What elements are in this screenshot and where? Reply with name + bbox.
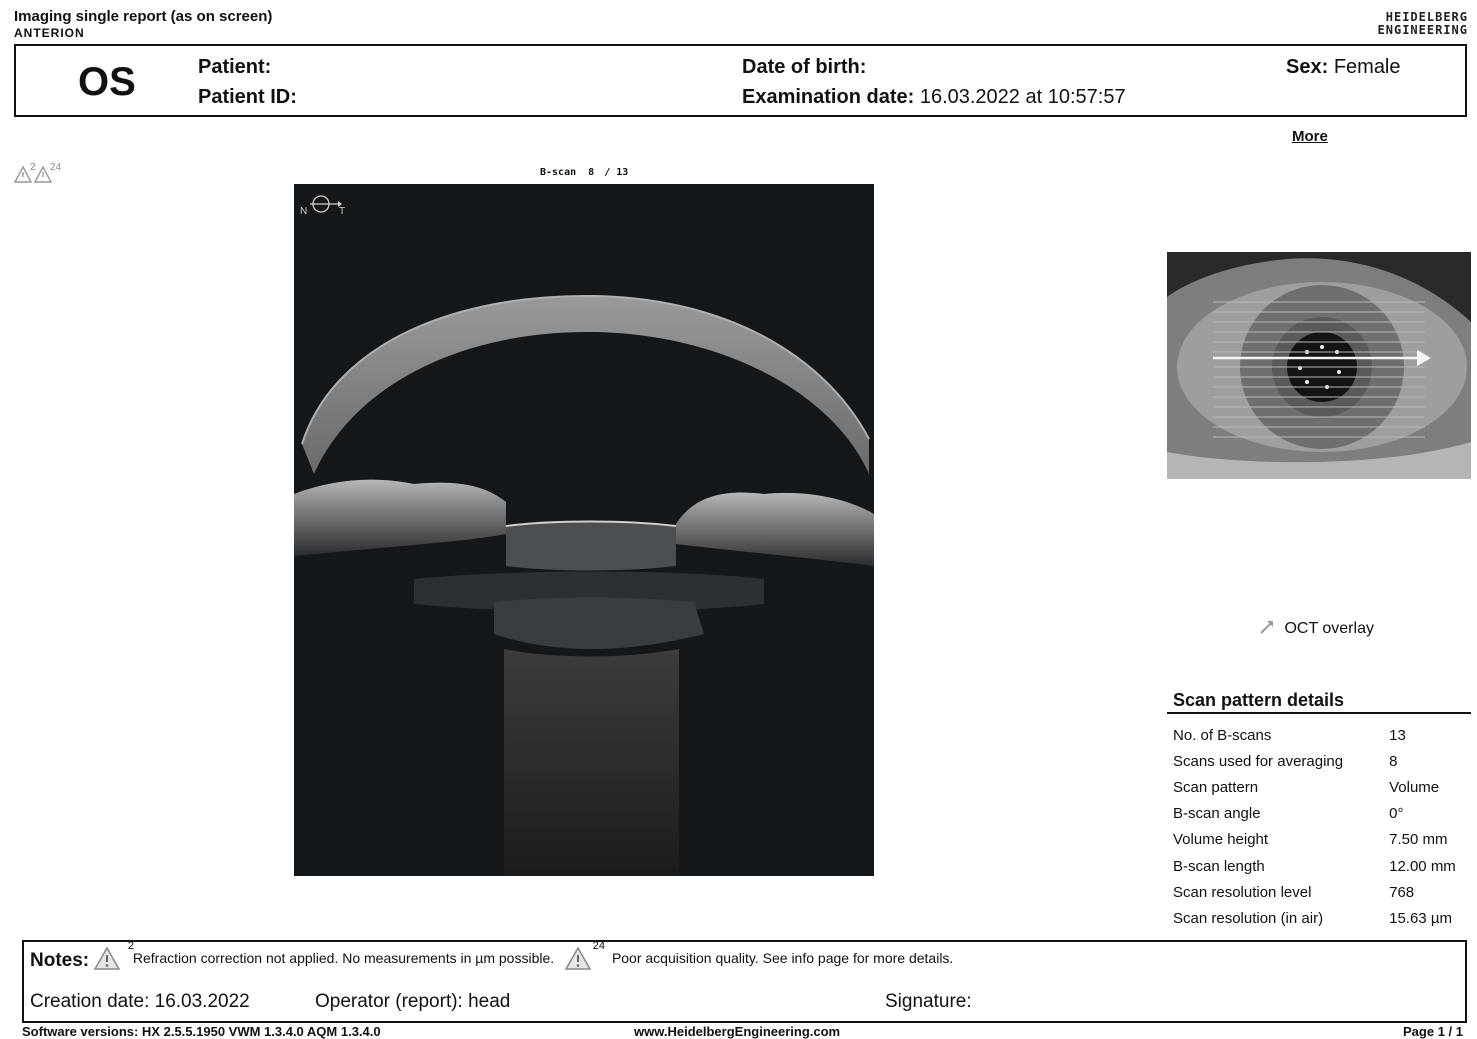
creation-date [30, 991, 250, 1013]
bscan-label: B-scan [540, 167, 577, 178]
detail-value: 768 [1389, 883, 1415, 901]
detail-label: Scan resolution (in air) [1173, 909, 1324, 927]
table-row [1173, 905, 1471, 931]
detail-value: 8 [1389, 752, 1398, 770]
warning-icon [564, 940, 606, 974]
detail-value: Volume [1389, 778, 1440, 796]
exam-date-value: 16.03.2022 at 10:57:57 [919, 86, 1126, 108]
creation-label: Creation date: [30, 991, 150, 1012]
creation-value: 16.03.2022 [154, 991, 250, 1012]
operator-value: head [468, 991, 511, 1012]
logo-line-1: HEIDELBERG [1385, 10, 1468, 24]
table-row [1173, 879, 1471, 905]
more-link[interactable]: More [1292, 128, 1328, 145]
brand-logo [1378, 11, 1468, 37]
orientation-icon [310, 196, 342, 212]
oct-overlay-label: OCT overlay [1284, 620, 1374, 637]
table-row [1173, 853, 1471, 879]
warning-text-2: Poor acquisition quality. See info page for more details. [611, 950, 954, 967]
detail-value: 12.00 mm [1389, 857, 1456, 875]
eye-photo[interactable] [1167, 252, 1471, 479]
logo-line-2: ENGINEERING [1377, 23, 1468, 37]
detail-label: Scans used for averaging [1173, 752, 1344, 770]
warning-number: 24 [592, 940, 606, 952]
detail-label: Scan resolution level [1173, 883, 1312, 901]
eye-indicator: OS [78, 60, 136, 104]
warning-num-a: 2 [30, 162, 36, 173]
patient-field [198, 56, 271, 79]
website-link[interactable]: www.HeidelbergEngineering.com [634, 1024, 841, 1039]
patient-id-field [198, 86, 297, 109]
detail-value: 0° [1389, 805, 1404, 823]
oct-bscan-image[interactable] [294, 184, 874, 876]
oct-overlay-toggle[interactable] [1258, 618, 1374, 638]
operator [315, 991, 510, 1013]
notes-text [93, 940, 954, 974]
operator-label: Operator (report): [315, 991, 463, 1012]
scan-details-title: Scan pattern details [1173, 690, 1345, 710]
signature-label: Signature: [885, 991, 972, 1012]
warning-num-b: 24 [50, 162, 62, 173]
scan-details-divider [1167, 712, 1471, 714]
sex-field [1286, 56, 1401, 79]
dob-field [742, 56, 866, 79]
detail-label: B-scan angle [1173, 805, 1261, 823]
report-title: Imaging single report (as on screen) [14, 8, 273, 25]
detail-value: 13 [1389, 726, 1406, 744]
exam-date-label: Examination date: [742, 86, 915, 108]
detail-label: No. of B-scans [1173, 726, 1272, 744]
scan-details-table [1173, 722, 1471, 932]
exam-date-field [742, 86, 1126, 109]
software-versions: Software versions: HX 2.5.5.1950 VWM 1.3.4.0 AQM 1.3.4.0 [22, 1024, 381, 1039]
patient-label: Patient: [198, 56, 272, 78]
table-row [1173, 827, 1471, 853]
patient-id-label: Patient ID: [198, 86, 297, 108]
detail-label: B-scan length [1173, 857, 1265, 875]
detail-value: 15.63 µm [1389, 909, 1452, 927]
table-row [1173, 722, 1471, 748]
detail-label: Scan pattern [1173, 778, 1259, 796]
detail-label: Volume height [1173, 831, 1269, 849]
page-number: Page 1 / 1 [1403, 1024, 1463, 1039]
warning-number: 2 [127, 940, 134, 952]
dob-label: Date of birth: [742, 56, 867, 78]
sex-value: Female [1333, 56, 1401, 78]
notes-label: Notes: [30, 950, 90, 971]
table-row [1173, 801, 1471, 827]
sex-label: Sex: [1286, 56, 1329, 78]
bscan-current: 8 [588, 167, 595, 178]
bscan-total: / 13 [604, 167, 629, 178]
warning-text-1: Refraction correction not applied. No measurements in µm possible. [132, 950, 555, 967]
table-row [1173, 774, 1471, 800]
orientation-temporal: T [339, 206, 346, 217]
detail-value: 7.50 mm [1389, 831, 1448, 849]
bscan-index [540, 167, 628, 178]
device-name: ANTERION [14, 26, 85, 40]
warning-icon [93, 940, 134, 974]
scan-warnings [14, 164, 60, 187]
table-row [1173, 748, 1471, 774]
orientation-nasal: N [300, 206, 308, 217]
arrow-icon [1258, 618, 1276, 636]
